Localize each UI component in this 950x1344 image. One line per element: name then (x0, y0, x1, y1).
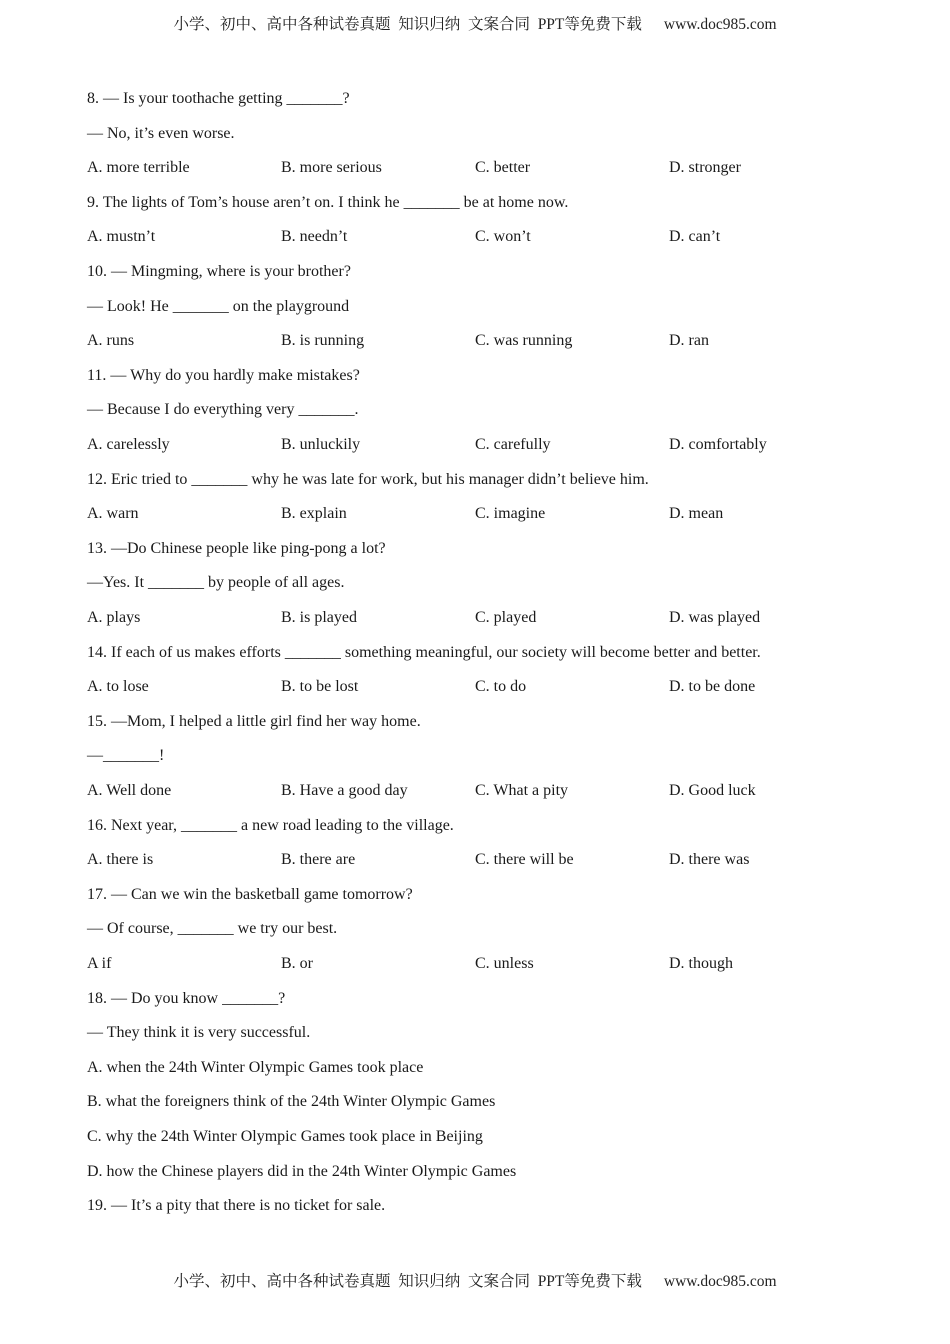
answer-option: B. is running (281, 332, 365, 349)
answer-option: C. carefully (475, 436, 551, 453)
question-line: 9. The lights of Tom’s house aren’t on. I think he _______ be at home now. (87, 194, 569, 211)
answer-option: A. carelessly (87, 436, 170, 453)
answer-option: D. stronger (669, 159, 741, 176)
question-line: 18. — Do you know _______? (87, 990, 286, 1007)
answer-option: B. unluckily (281, 436, 361, 453)
answer-option: D. ran (669, 332, 709, 349)
question-line: D. how the Chinese players did in the 24th Winter Olympic Games (87, 1163, 517, 1180)
question-line: 12. Eric tried to _______ why he was late for work, but his manager didn’t believe him. (87, 471, 649, 488)
question-line: 17. — Can we win the basketball game tomorrow? (87, 886, 413, 903)
answer-option: D. though (669, 955, 733, 972)
answer-option: B. to be lost (281, 678, 359, 695)
footer-text: 小学、初中、高中各种试卷真题 知识归纳 文案合同 PPT等免费下载 (173, 1273, 642, 1290)
header-site: www.doc985.com (663, 16, 777, 33)
question-line: 11. — Why do you hardly make mistakes? (87, 367, 360, 384)
question-line: 15. —Mom, I helped a little girl find her way home. (87, 713, 421, 730)
answer-option: A. more terrible (87, 159, 190, 176)
footer-site: www.doc985.com (663, 1273, 777, 1290)
answer-option: B. Have a good day (281, 782, 408, 799)
question-line: — Because I do everything very _______. (87, 401, 359, 418)
answer-option: C. What a pity (475, 782, 569, 799)
question-line: 10. — Mingming, where is your brother? (87, 263, 351, 280)
answer-option: A. runs (87, 332, 135, 349)
answer-option: C. better (475, 159, 531, 176)
answer-option: D. Good luck (669, 782, 756, 799)
answer-option: C. unless (475, 955, 534, 972)
answer-option: A. Well done (87, 782, 172, 799)
question-line: C. why the 24th Winter Olympic Games took place in Beijing (87, 1128, 483, 1145)
question-line: —Yes. It _______ by people of all ages. (87, 574, 345, 591)
question-line: — They think it is very successful. (87, 1024, 311, 1041)
question-line: — Of course, _______ we try our best. (87, 920, 338, 937)
answer-option: D. there was (669, 851, 750, 868)
answer-option: C. played (475, 609, 537, 626)
question-line: 13. —Do Chinese people like ping-pong a lot? (87, 540, 386, 557)
answer-option: B. there are (281, 851, 356, 868)
answer-option: A if (87, 955, 112, 972)
answer-option: B. more serious (281, 159, 382, 176)
question-line: — Look! He _______ on the playground (87, 298, 350, 315)
answer-option: C. imagine (475, 505, 546, 522)
answer-option: D. comfortably (669, 436, 767, 453)
question-line: 8. — Is your toothache getting _______? (87, 90, 350, 107)
answer-option: A. warn (87, 505, 139, 522)
answer-option: C. was running (475, 332, 573, 349)
answer-option: A. plays (87, 609, 141, 626)
answer-option: B. or (281, 955, 313, 972)
question-line: B. what the foreigners think of the 24th Winter Olympic Games (87, 1093, 496, 1110)
answer-option: A. to lose (87, 678, 149, 695)
question-line: A. when the 24th Winter Olympic Games took place (87, 1059, 424, 1076)
question-line: —_______! (87, 747, 165, 764)
answer-option: B. is played (281, 609, 357, 626)
question-line: — No, it’s even worse. (87, 125, 235, 142)
answer-option: C. won’t (475, 228, 531, 245)
answer-option: A. mustn’t (87, 228, 156, 245)
question-line: 16. Next year, _______ a new road leading to the village. (87, 817, 454, 834)
header-banner (0, 12, 950, 34)
question-line: 19. — It’s a pity that there is no ticket for sale. (87, 1197, 386, 1214)
answer-option: C. to do (475, 678, 527, 695)
answer-option: B. explain (281, 505, 347, 522)
answer-option: D. was played (669, 609, 761, 626)
answer-option: D. mean (669, 505, 724, 522)
question-line: 14. If each of us makes efforts _______ something meaningful, our society will become better and better. (87, 644, 761, 661)
answer-option: D. can’t (669, 228, 721, 245)
header-text: 小学、初中、高中各种试卷真题 知识归纳 文案合同 PPT等免费下载 (173, 16, 642, 33)
footer-banner (0, 1269, 950, 1291)
answer-option: B. needn’t (281, 228, 348, 245)
answer-option: A. there is (87, 851, 154, 868)
answer-option: D. to be done (669, 678, 756, 695)
answer-option: C. there will be (475, 851, 574, 868)
